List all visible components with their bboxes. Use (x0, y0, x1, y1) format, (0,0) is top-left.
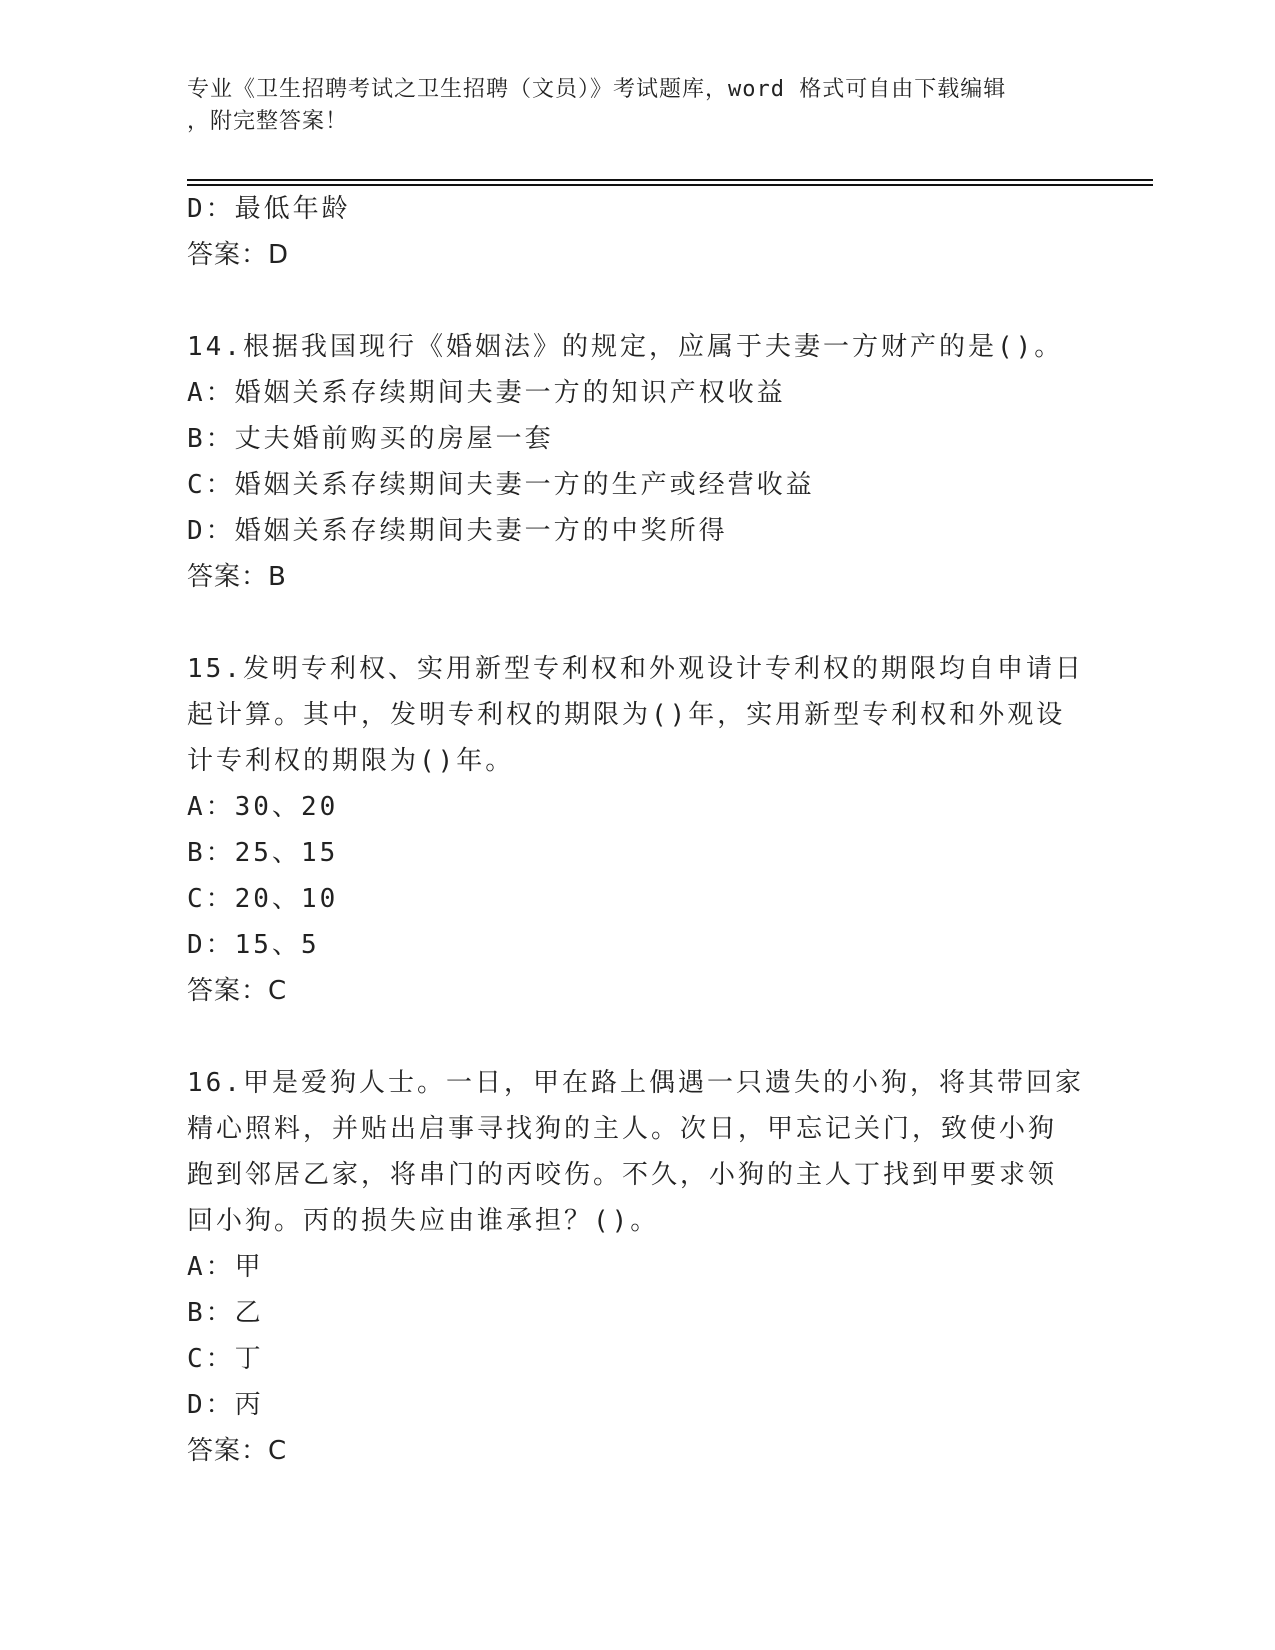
answer: 答案：C (187, 1436, 288, 1466)
question-stem: 跑到邻居乙家，将串门的丙咬伤。不久，小狗的主人丁找到甲要求领 (187, 1160, 1058, 1190)
question-stem: 14.根据我国现行《婚姻法》的规定，应属于夫妻一方财产的是()。 (187, 332, 1064, 362)
prev-option-d: D：最低年龄 (187, 194, 351, 224)
spacer (187, 600, 1087, 646)
option-b: B：丈夫婚前购买的房屋一套 (187, 424, 554, 454)
spacer (187, 278, 1087, 324)
question-stem: 精心照料，并贴出启事寻找狗的主人。次日，甲忘记关门，致使小狗 (187, 1114, 1058, 1144)
option-d: D：丙 (187, 1390, 264, 1420)
option-b: B：25、15 (187, 838, 339, 868)
prev-answer: 答案：D (187, 240, 290, 270)
question-14 (187, 324, 1087, 600)
question-stem: 15.发明专利权、实用新型专利权和外观设计专利权的期限均自申请日 (187, 654, 1084, 684)
option-c: C：20、10 (187, 884, 339, 914)
option-d: D：15、5 (187, 930, 320, 960)
option-a: A：婚姻关系存续期间夫妻一方的知识产权收益 (187, 378, 786, 408)
question-stem: 16.甲是爱狗人士。一日，甲在路上偶遇一只遗失的小狗，将其带回家 (187, 1068, 1084, 1098)
option-d: D：婚姻关系存续期间夫妻一方的中奖所得 (187, 516, 728, 546)
option-c: C：丁 (187, 1344, 264, 1374)
question-stem: 起计算。其中，发明专利权的期限为()年，实用新型专利权和外观设 (187, 700, 1066, 730)
question-content (187, 186, 1087, 1474)
option-b: B：乙 (187, 1298, 264, 1328)
question-16 (187, 1060, 1087, 1474)
option-a: A：30、20 (187, 792, 339, 822)
answer: 答案：C (187, 976, 288, 1006)
question-stem: 计专利权的期限为()年。 (187, 746, 515, 776)
header-line-2: ，附完整答案！ (187, 109, 349, 134)
option-a: A：甲 (187, 1252, 264, 1282)
document-header (187, 74, 1067, 138)
header-divider-top (187, 179, 1153, 181)
question-stem: 回小狗。丙的损失应由谁承担？()。 (187, 1206, 660, 1236)
answer: 答案：B (187, 562, 287, 592)
header-line-1: 专业《卫生招聘考试之卫生招聘（文员）》考试题库，word 格式可自由下载编辑 (187, 77, 1007, 102)
spacer (187, 1014, 1087, 1060)
option-c: C：婚姻关系存续期间夫妻一方的生产或经营收益 (187, 470, 815, 500)
question-15 (187, 646, 1087, 1014)
